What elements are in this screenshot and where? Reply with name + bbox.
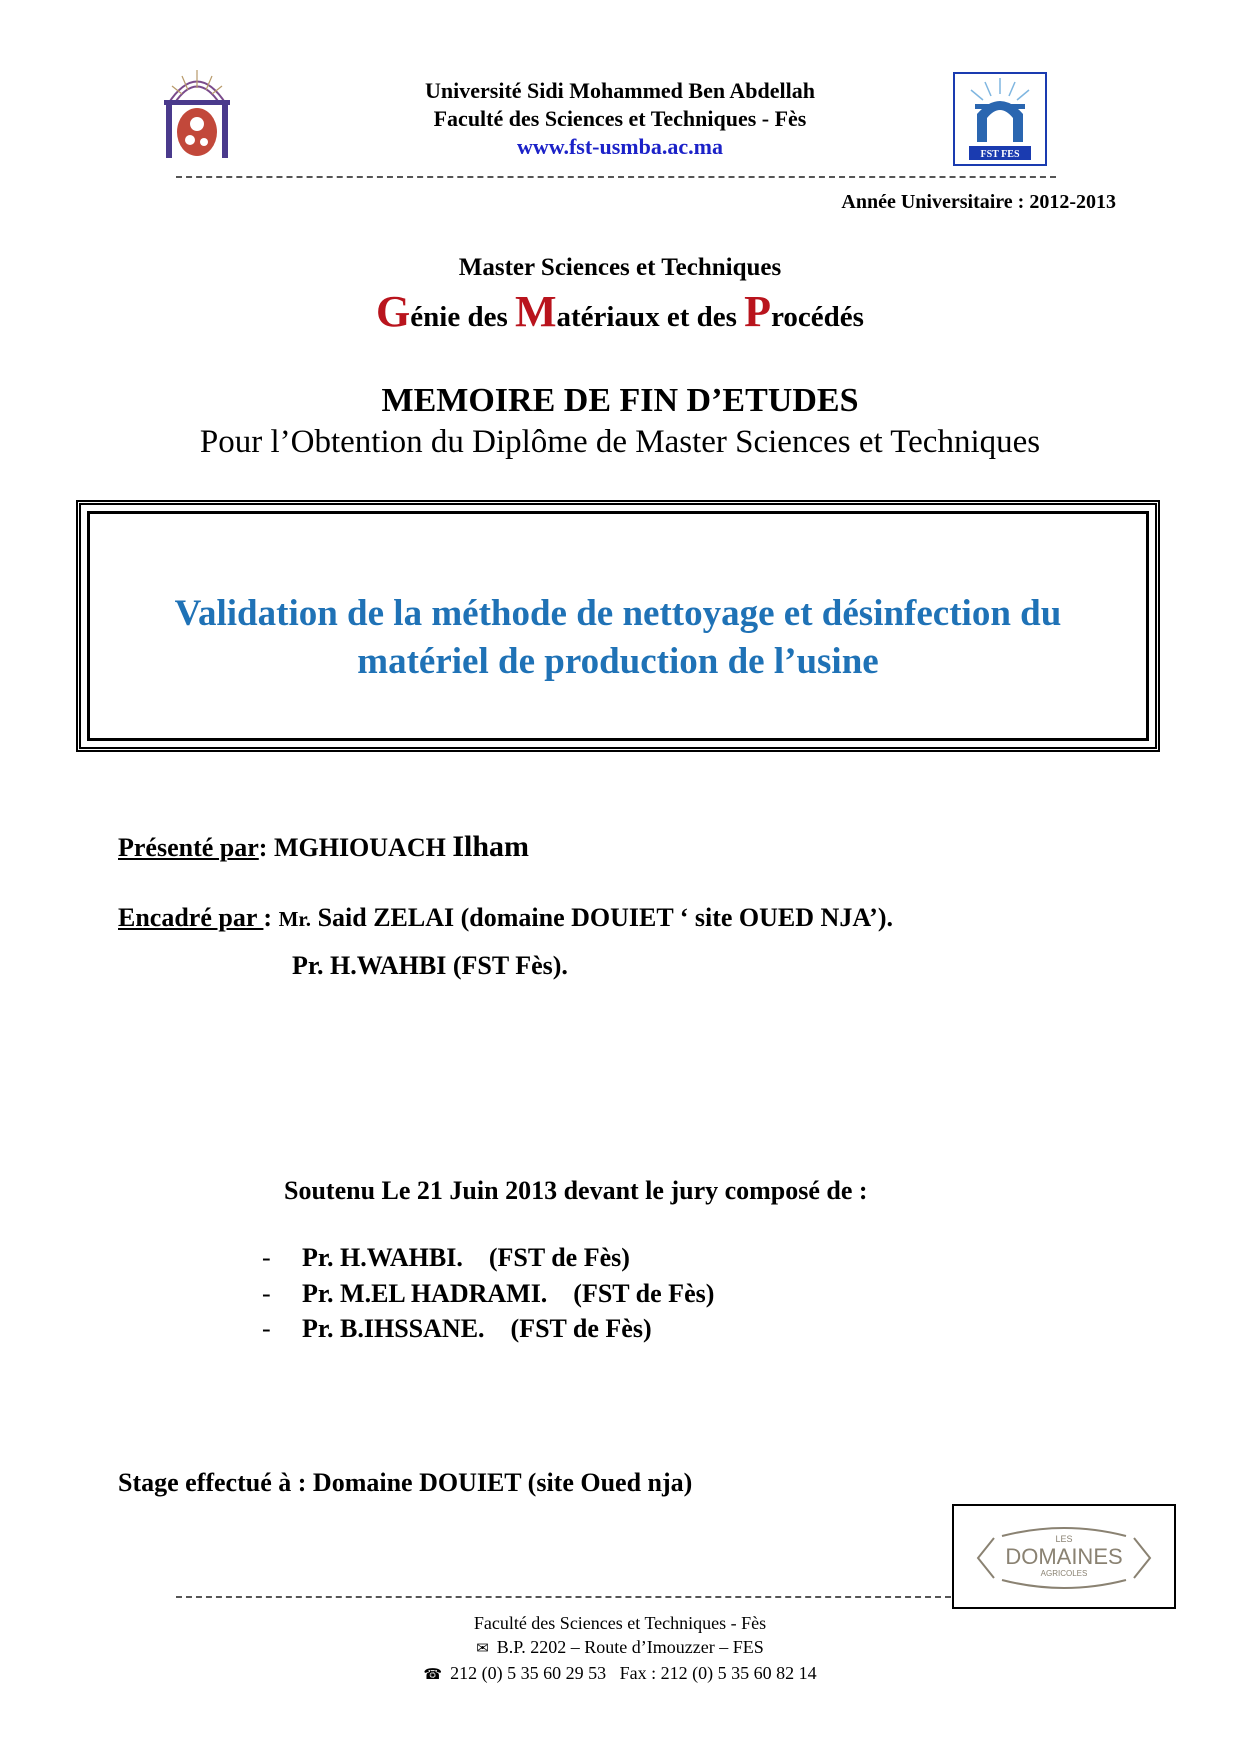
faculty-name: Faculté des Sciences et Techniques - Fès (433, 106, 807, 131)
supervisor-2: Pr. H.WAHBI (FST Fès). (292, 951, 568, 980)
phone-icon: ☎ (423, 1667, 443, 1683)
initial-m: M (514, 287, 557, 336)
footer-divider (176, 1596, 951, 1600)
fst-fes-logo (953, 72, 1047, 166)
specialty-text-3: rocédés (771, 301, 864, 333)
list-dash: - (262, 1279, 271, 1308)
header-institution (330, 77, 910, 161)
list-dash: - (262, 1243, 271, 1272)
supervisor-1: Said ZELAI (domaine DOUIET ‘ site OUED NJA’). (311, 903, 893, 932)
student-last-name: MGHIOUACH (273, 833, 453, 862)
jury-member (262, 1243, 630, 1273)
footer-address-text: B.P. 2202 – Route d’Imouzzer – FES (496, 1637, 764, 1657)
logo-text-agricoles: AGRICOLES (1040, 1569, 1088, 1578)
jury-member (262, 1279, 714, 1309)
jury-member-name: Pr. B.IHSSANE. (FST de Fès) (302, 1314, 652, 1343)
jury-member-name: Pr. M.EL HADRAMI. (FST de Fès) (302, 1279, 715, 1308)
supervised-by (118, 903, 893, 933)
fst-fes-logo-text: FST FES (980, 149, 1020, 160)
presented-by-sep: : (258, 833, 274, 862)
footer-contact (0, 1611, 1240, 1687)
initial-p: P (744, 287, 772, 336)
footer-address (0, 1635, 1240, 1661)
header-divider (176, 176, 1056, 180)
supervisor-title: Mr. (278, 907, 312, 931)
domaines-agricoles-logo (952, 1504, 1176, 1609)
memoire-title: MEMOIRE DE FIN D’ETUDES (381, 382, 859, 419)
thesis-title (96, 590, 1140, 686)
specialty-text-2: atériaux et des (556, 301, 745, 333)
logo-text-les: LES (1055, 1534, 1073, 1544)
presented-by-label: Présenté par (118, 833, 259, 862)
defense-statement: Soutenu Le 21 Juin 2013 devant le jury composé de : (284, 1176, 868, 1205)
internship-location: Stage effectué à : Domaine DOUIET (site Oued nja) (118, 1468, 693, 1497)
mailbox-icon: ✉ (476, 1641, 489, 1657)
program-specialty (0, 286, 1240, 337)
initial-g: G (376, 287, 411, 336)
footer-phone-text: 212 (0) 5 35 60 29 53 Fax : 212 (0) 5 35 60 82 14 (450, 1663, 817, 1683)
student-first-name: Ilham (452, 830, 530, 863)
faculty-website-link[interactable]: www.fst-usmba.ac.ma (517, 134, 723, 159)
master-program: Master Sciences et Techniques (458, 254, 782, 281)
jury-member-name: Pr. H.WAHBI. (FST de Fès) (302, 1243, 630, 1272)
logo-text-domaines: DOMAINES (1005, 1544, 1123, 1569)
presented-by (118, 830, 529, 864)
university-name: Université Sidi Mohammed Ben Abdellah (425, 78, 815, 103)
supervised-by-sep: : (263, 903, 279, 932)
thesis-title-line-1: Validation de la méthode de nettoyage et désinfection du (174, 593, 1062, 634)
university-crest-logo (160, 64, 234, 164)
footer-faculty: Faculté des Sciences et Techniques - Fès (473, 1613, 767, 1633)
specialty-text-1: énie des (410, 301, 515, 333)
thesis-title-line-2: matériel de production de l’usine (357, 641, 879, 682)
footer-phone (0, 1661, 1240, 1687)
supervised-by-label: Encadré par (118, 903, 264, 932)
memoire-subtitle: Pour l’Obtention du Diplôme de Master Sciences et Techniques (199, 424, 1041, 460)
academic-year: Année Universitaire : 2012-2013 (841, 191, 1116, 213)
jury-member (262, 1314, 652, 1344)
list-dash: - (262, 1314, 271, 1343)
